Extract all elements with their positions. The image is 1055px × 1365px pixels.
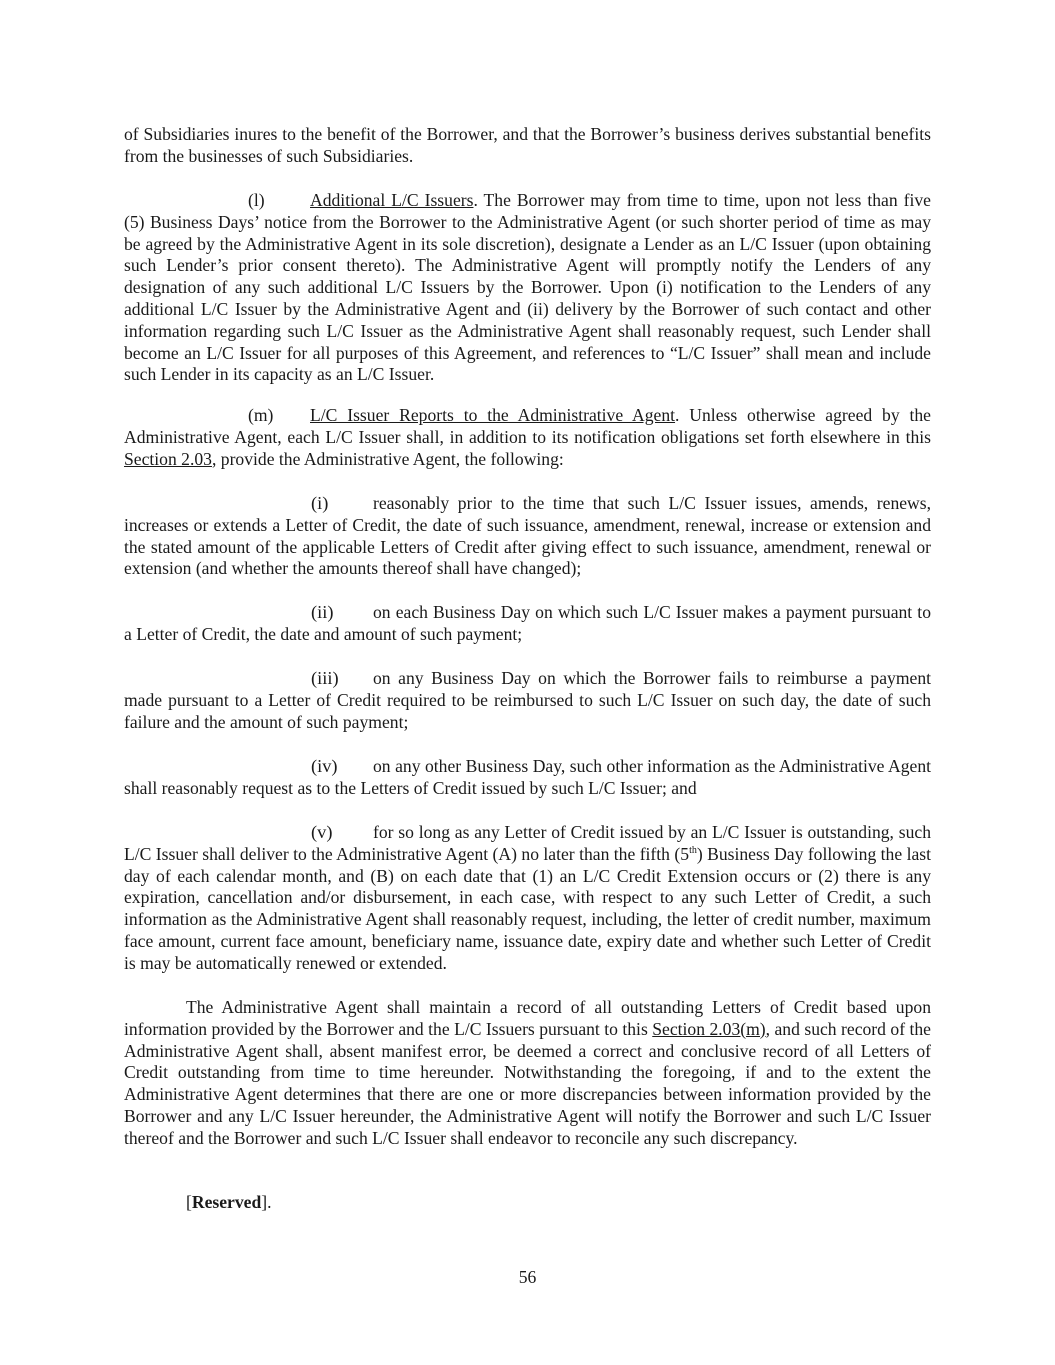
page-number: 56 [518,1267,537,1287]
item-iv-text: on any other Business Day, such other information as the Administrative Agent shall reasonably request as to the Letters of Credit issued by such L/C Issuer; and [124,756,931,798]
reserved-label: Reserved [191,1192,262,1212]
item-v-text-before: for so long as any Letter of Credit issued by an L/C Issuer is outstanding, such L/C Issuer shall deliver to the Administrative Agent (A) no later than the fifth (5 [124,822,931,864]
item-i-label: (i) [311,493,329,513]
item-iv-label: (iv) [311,756,338,776]
clause-m-paragraph [124,405,931,470]
clause-l-heading: Additional L/C Issuers [310,190,474,210]
intro-text: of Subsidiaries inures to the benefit of the Borrower, and that the Borrower’s business derives substantial benefits from the businesses of such Subsidiaries. [124,124,931,166]
item-i-paragraph [124,493,931,580]
item-ii-paragraph [124,602,931,646]
ordinal-superscript: th [689,844,697,856]
item-iii-label: (iii) [311,668,339,688]
clause-l-text: . The Borrower may from time to time, upon not less than five (5) Business Days’ notice from the Borrower to the Administrative Agent (or such shorter period of time as may be agreed by the Administrative Agent in its sole discretion), designate a Lender as an L/C Issuer (upon obtaining such Lender’s prior consent thereto). The Administrative Agent will promptly notify the Lenders of any designation of any such additional L/C Issuers by the Borrower. Upon (i) notification to the Lenders of any additional L/C Issuer by the Administrative Agent and (ii) delivery by the Borrower of such contact and other information regarding such L/C Issuer as the Administrative Agent shall reasonably request, such Lender shall become an L/C Issuer for all purposes of this Agreement, and references to “L/C Issuer” shall mean and include such Lender in its capacity as an L/C Issuer. [124,190,931,385]
record-paragraph [124,997,931,1150]
item-iv-paragraph [124,756,931,800]
item-i-text: reasonably prior to the time that such L/C Issuer issues, amends, renews, increases or extends a Letter of Credit, the date of such issuance, amendment, renewal, increase or extension and the stated amount of the applicable Letters of Credit after giving effect to such issuance, amendment, renewal or extension (and whether the amounts thereof shall have changed); [124,493,931,579]
item-iii-text: on any Business Day on which the Borrower fails to reimburse a payment made pursuant to a Letter of Credit required to be reimbursed to such L/C Issuer on such day, the date of such failure and the amount of such payment; [124,668,931,732]
clause-m-text-after: , provide the Administrative Agent, the following: [211,448,564,469]
reserved-paragraph [124,1192,931,1214]
item-ii-text: on each Business Day on which such L/C Issuer makes a payment pursuant to a Letter of Credit, the date and amount of such payment; [124,602,931,644]
clause-m-text-before: . Unless otherwise agreed by the Administrative Agent, each L/C Issuer shall, in addition to its notification obligations set forth elsewhere in this [124,405,931,447]
clause-m-heading: L/C Issuer Reports to the Administrative Agent [310,405,676,425]
clause-l-label: (l) [248,190,265,210]
clause-m-label: (m) [248,405,274,425]
reserved-close-bracket: ]. [261,1192,272,1212]
reserved-open-bracket: [ [186,1192,192,1212]
intro-paragraph [124,124,931,168]
item-v-label: (v) [311,822,333,842]
record-text-after: , and such record of the Administrative Agent shall, absent manifest error, be deemed a correct and conclusive record of all Letters of Credit outstanding from time to time hereunder. Notwithstanding the foregoing, if and to the extent the Administrative Agent determines that there are one or more discrepancies between information provided by the Borrower and any L/C Issuer hereunder, the Administrative Agent will notify the Borrower and such L/C Issuer thereof and the Borrower and such L/C Issuer shall endeavor to reconcile any such discrepancy. [124,1018,931,1148]
item-v-text-after: ) Business Day following the last day of each calendar month, and (B) on each date that (1) an L/C Credit Extension occurs or (2) there is any expiration, cancellation and/or disbursement, in each case, with respect to any such Letter of Credit, a such information as the Administrative Agent shall reasonably request, including, the letter of credit number, maximum face amount, current face amount, beneficiary name, issuance date, expiry date and whether such Letter of Credit is may be automatically renewed or extended. [124,843,931,973]
record-text-before: The Administrative Agent shall maintain a record of all outstanding Letters of Credit based upon information provided by the Borrower and the L/C Issuers pursuant to this [124,997,931,1039]
clause-l-paragraph [124,190,931,386]
item-iii-paragraph [124,668,931,733]
item-v-paragraph [124,822,931,975]
section-2-03-link: Section 2.03 [124,448,212,469]
section-2-03m-link: Section 2.03(m) [652,1018,766,1039]
item-ii-label: (ii) [311,602,334,622]
